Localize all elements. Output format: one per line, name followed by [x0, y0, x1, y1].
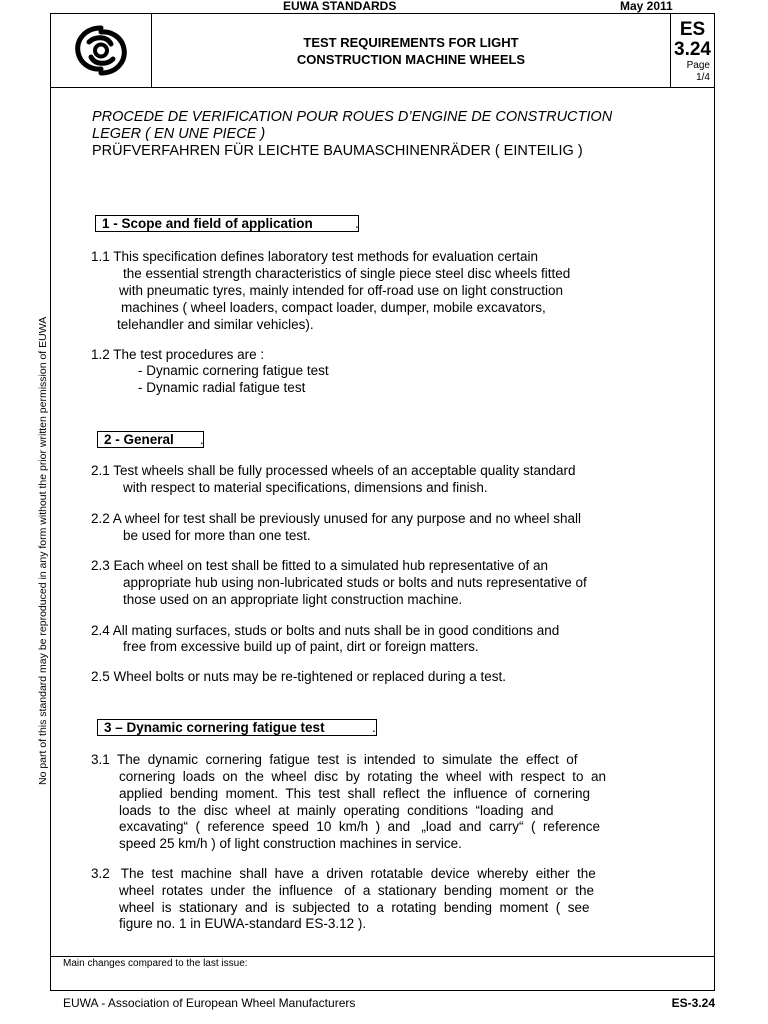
euwa-logo — [51, 14, 152, 87]
section-1-heading — [95, 215, 359, 232]
top-bar — [50, 0, 715, 14]
para-2-4-line1: 2.4 All mating surfaces, studs or bolts and nuts shall be in good conditions and — [91, 623, 560, 638]
org-name: EUWA STANDARDS — [283, 0, 397, 13]
document-header — [50, 13, 715, 88]
para-2-3-line3: those used on an appropriate light construction machine. — [123, 592, 463, 607]
para-3-1-line2: cornering loads on the wheel disc by rotating the wheel with respect to an — [119, 769, 607, 784]
para-2-3-line2: appropriate hub using non-lubricated studs or bolts and nuts representative of — [123, 575, 587, 590]
subtitle-french-2: LEGER ( EN UNE PIECE ) — [92, 126, 266, 142]
main-changes-label: Main changes compared to the last issue: — [63, 958, 248, 969]
para-3-2-line4: figure no. 1 in EUWA-standard ES-3.12 ). — [119, 916, 367, 931]
para-3-2-line2: wheel rotates under the influence of a stationary bending moment or the — [119, 883, 595, 898]
para-1-2-line2: - Dynamic cornering fatigue test — [138, 363, 329, 378]
heading-dot: . — [200, 432, 204, 447]
para-2-3-line1: 2.3 Each wheel on test shall be fitted to a simulated hub representative of an — [91, 558, 549, 573]
code-prefix: ES — [679, 19, 706, 40]
euwa-logo-icon — [51, 14, 151, 87]
para-1-1-line5: telehandler and similar vehicles). — [117, 317, 314, 332]
section-3-heading — [97, 719, 377, 736]
para-1-1-line4: machines ( wheel loaders, compact loader, dumper, mobile excavators, — [121, 300, 546, 315]
copyright-side-note: No part of this standard may be reproduced in any form without the prior written permission of EUWA — [37, 316, 49, 785]
document-title — [152, 14, 671, 87]
para-3-2-line3: wheel is stationary and is subjected to a rotating bending moment ( see — [119, 900, 590, 915]
para-2-4-line2: free from excessive build up of paint, dirt or foreign matters. — [123, 639, 479, 654]
para-1-1-line3: with pneumatic tyres, mainly intended for off-road use on light construction — [119, 283, 563, 298]
para-2-2-line1: 2.2 A wheel for test shall be previously unused for any purpose and no wheel shall — [91, 511, 582, 526]
para-3-1-line4: loads to the disc wheel at mainly operating conditions “loading and — [119, 803, 554, 818]
title-line-2: CONSTRUCTION MACHINE WHEELS — [296, 52, 526, 67]
standard-code-box — [671, 14, 714, 87]
section-2-heading — [97, 431, 204, 448]
para-3-1-line1: 3.1 The dynamic cornering fatigue test is intended to simulate the effect of — [91, 752, 578, 767]
section-3-heading-text: 3 – Dynamic cornering fatigue test — [104, 720, 325, 735]
para-1-2-line3: - Dynamic radial fatigue test — [138, 380, 306, 395]
main-changes-box — [50, 956, 715, 991]
subtitle-french-1: PROCEDE DE VERIFICATION POUR ROUES D’ENGINE DE CONSTRUCTION — [92, 109, 613, 125]
para-1-1-line2: the essential strength characteristics of single piece steel disc wheels fitted — [123, 266, 571, 281]
title-line-1: TEST REQUIREMENTS FOR LIGHT — [303, 35, 519, 50]
page-number: Page 1/4 — [686, 60, 710, 83]
para-2-5-line1: 2.5 Wheel bolts or nuts may be re-tightened or replaced during a test. — [91, 669, 506, 684]
para-3-1-line5: excavating“ ( reference speed 10 km/h ) and „load and carry“ ( reference — [119, 819, 600, 834]
subtitle-german: PRÜFVERFAHREN FÜR LEICHTE BAUMASCHINENRÄDER ( EINTEILIG ) — [92, 143, 583, 159]
section-2-heading-text: 2 - General — [104, 432, 174, 447]
para-2-2-line2: be used for more than one test. — [123, 528, 311, 543]
heading-dot: . — [355, 216, 359, 231]
para-3-1-line3: applied bending moment. This test shall reflect the influence of cornering — [119, 786, 591, 801]
para-3-1-line6: speed 25 km/h ) of light construction machines in service. — [119, 836, 462, 851]
section-1-heading-text: 1 - Scope and field of application — [102, 216, 313, 231]
para-3-2-line1: 3.2 The test machine shall have a driven rotatable device whereby either the — [91, 866, 596, 881]
footer-code: ES-3.24 — [671, 996, 715, 1010]
code-number: 3.24 — [674, 39, 711, 60]
issue-date: May 2011 — [620, 0, 673, 13]
para-1-2-line1: 1.2 The test procedures are : — [91, 347, 265, 362]
para-1-1-line1: 1.1 This specification defines laboratory test methods for evaluation certain — [91, 249, 538, 264]
page-footer — [63, 996, 715, 1010]
para-2-1-line1: 2.1 Test wheels shall be fully processed wheels of an acceptable quality standard — [91, 463, 576, 478]
heading-dot: . — [372, 720, 376, 735]
para-2-1-line2: with respect to material specifications, dimensions and finish. — [123, 480, 488, 495]
association-name: EUWA - Association of European Wheel Manufacturers — [63, 996, 356, 1010]
